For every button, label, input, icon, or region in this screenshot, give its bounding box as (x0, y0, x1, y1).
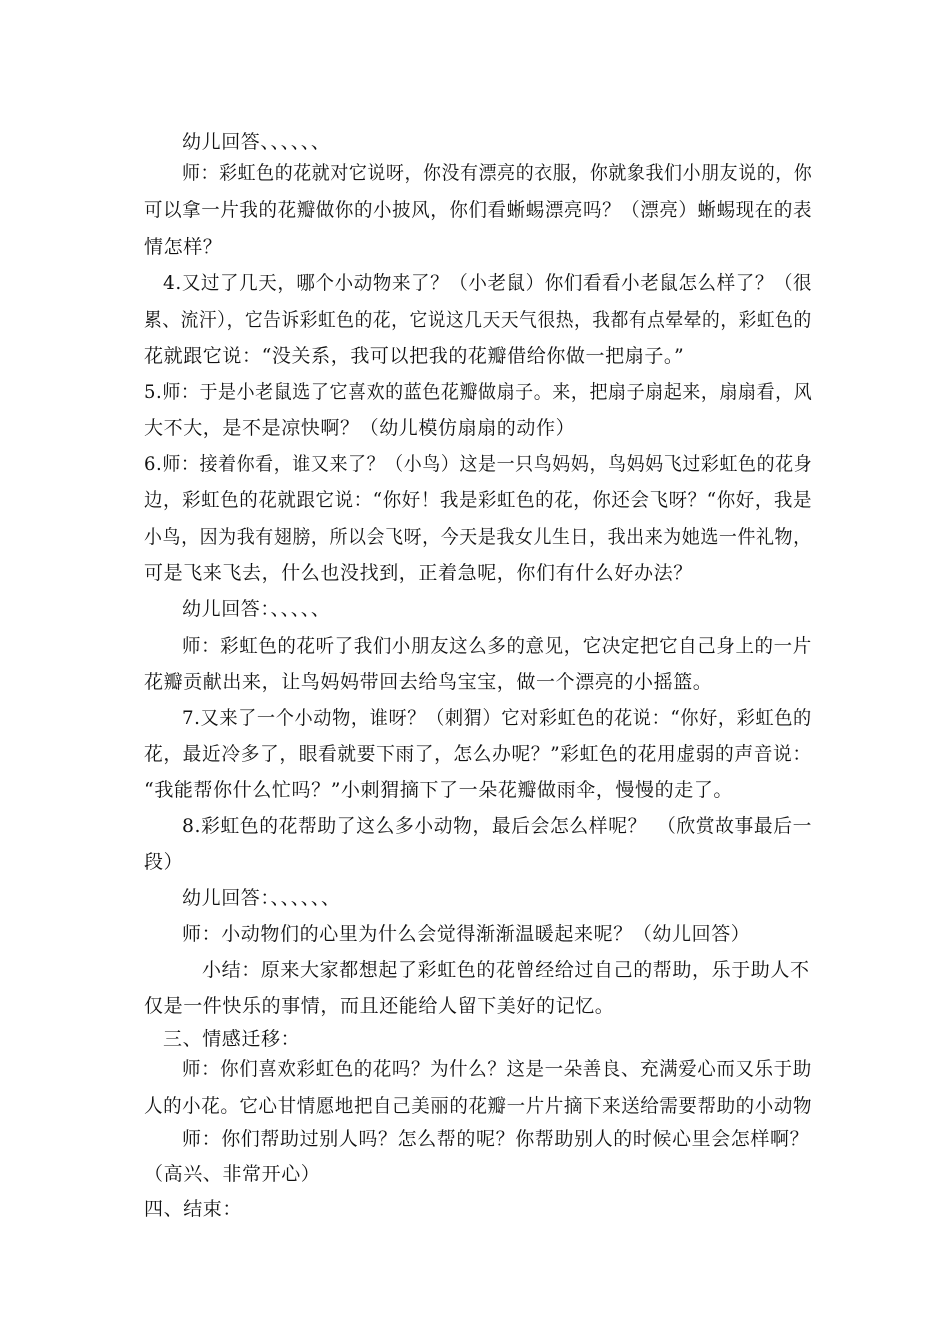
paragraph-line: 6.师：接着你看，谁又来了？（小鸟）这是一只鸟妈妈，鸟妈妈飞过彩虹色的花身 (144, 453, 813, 475)
paragraph-line: 幼儿回答：、、、、、、 (182, 887, 341, 909)
paragraph-line: 人的小花。它心甘情愿地把自己美丽的花瓣一片片摘下来送给需要帮助的小动物 (144, 1095, 813, 1117)
paragraph-line: 师：小动物们的心里为什么会觉得渐渐温暖起来呢？（幼儿回答） (182, 923, 751, 945)
paragraph-line: 花就跟它说：“没关系，我可以把我的花瓣借给你做一把扇子。” (144, 345, 685, 367)
paragraph-line: 师：彩虹色的花听了我们小朋友这么多的意见，它决定把它自己身上的一片 (182, 635, 812, 657)
paragraph-line: 段） (144, 851, 184, 873)
paragraph-line: 幼儿回答：、、、、、 (182, 598, 331, 620)
section-heading: 四、结束： (144, 1198, 243, 1220)
paragraph-line: 师：你们帮助过别人吗？怎么帮的呢？你帮助别人的时候心里会怎样啊？ (182, 1128, 810, 1150)
paragraph-line: 小鸟，因为我有翅膀，所以会飞呀，今天是我女儿生日，我出来为她选一件礼物， (144, 526, 812, 548)
paragraph-line: 幼儿回答、、、、、、 (182, 131, 331, 153)
paragraph-line: 8.彩虹色的花帮助了这么多小动物，最后会怎么样呢？ （欣赏故事最后一 (182, 815, 813, 837)
paragraph-line: 情怎样？ (144, 236, 223, 258)
paragraph-line: 师：你们喜欢彩虹色的花吗？为什么？这是一朵善良、充满爱心而又乐于助 (182, 1058, 812, 1080)
paragraph-line: 花，最近冷多了，眼看就要下雨了，怎么办呢？”彩虹色的花用虚弱的声音说： (144, 743, 812, 765)
section-heading: 三、情感迁移： (163, 1028, 301, 1050)
paragraph-line: 师：彩虹色的花就对它说呀，你没有漂亮的衣服，你就象我们小朋友说的，你 (182, 162, 813, 184)
paragraph-line: “我能帮你什么忙吗？”小刺猬摘下了一朵花瓣做雨伞，慢慢的走了。 (144, 779, 734, 801)
paragraph-line: 累、流汗），它告诉彩虹色的花，它说这几天天气很热，我都有点晕晕的，彩虹色的 (144, 309, 812, 331)
paragraph-line: 可以拿一片我的花瓣做你的小披风，你们看蜥蜴漂亮吗？（漂亮）蜥蜴现在的表 (144, 199, 813, 221)
paragraph-line: 花瓣贡献出来，让鸟妈妈带回去给鸟宝宝，做一个漂亮的小摇篮。 (144, 671, 713, 693)
paragraph-line: 可是飞来飞去，什么也没找到，正着急呢，你们有什么好办法？ (144, 562, 693, 584)
paragraph-line: 4.又过了几天，哪个小动物来了？（小老鼠）你们看看小老鼠怎么样了？（很 (163, 272, 813, 294)
paragraph-line: 小结：原来大家都想起了彩虹色的花曾经给过自己的帮助，乐于助人不 (202, 959, 810, 981)
paragraph-line: 仅是一件快乐的事情，而且还能给人留下美好的记忆。 (144, 995, 615, 1017)
paragraph-line: 5.师：于是小老鼠选了它喜欢的蓝色花瓣做扇子。来，把扇子扇起来，扇扇看，风 (144, 381, 813, 403)
paragraph-line: （高兴、非常开心） (144, 1163, 321, 1185)
paragraph-line: 7.又来了一个小动物，谁呀？（刺猬）它对彩虹色的花说：“你好，彩虹色的 (182, 707, 812, 729)
paragraph-line: 大不大，是不是凉快啊？（幼儿模仿扇扇的动作） (144, 417, 576, 439)
paragraph-line: 边，彩虹色的花就跟它说：“你好！我是彩虹色的花，你还会飞呀？“你好，我是 (144, 489, 813, 511)
